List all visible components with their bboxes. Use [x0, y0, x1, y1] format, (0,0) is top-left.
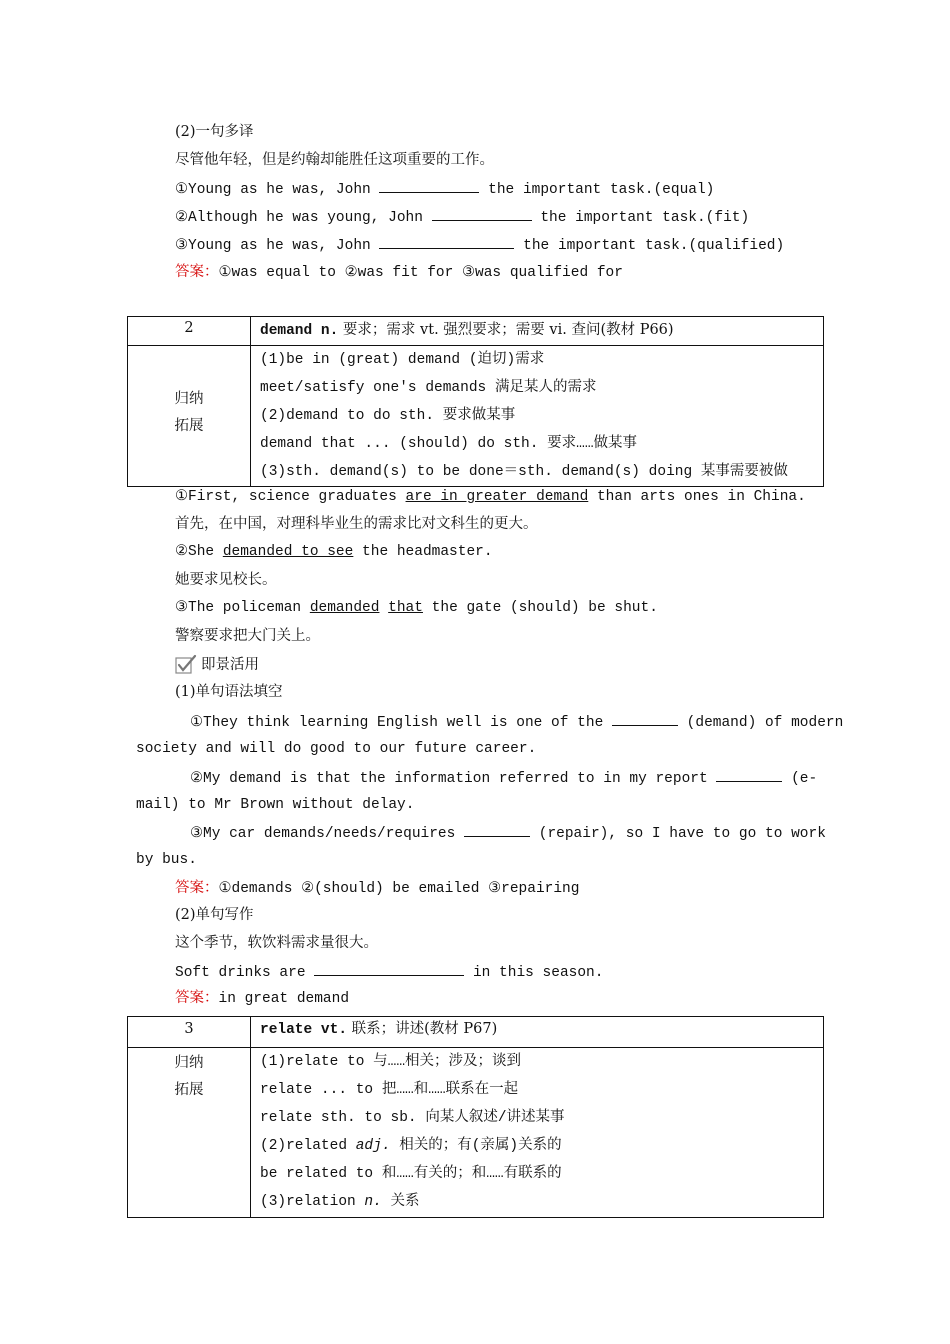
question-2 [190, 767, 817, 789]
translation-sentence-1 [175, 178, 714, 200]
example-text: than arts ones in China. [588, 489, 806, 505]
answer-line-3 [175, 988, 349, 1009]
example-highlight: that [388, 600, 423, 616]
question-text: Soft drinks are [175, 965, 306, 981]
headword-cell [251, 317, 824, 346]
sentence-2-start: ②Although he was young, John [175, 210, 423, 226]
example-2-translation: 她要求见校长。 [175, 572, 277, 588]
usage-line: (2)demand to do sth. 要求做某事 [260, 408, 516, 424]
question-text: (e- [791, 771, 818, 787]
example-1-translation: 首先，在中国，对理科毕业生的需求比对文科生的更大。 [175, 516, 538, 532]
practice-sub-1: (1)单句语法填空 [175, 684, 283, 700]
answer-blank[interactable] [379, 234, 514, 249]
label-expand: 拓展 [174, 1082, 204, 1098]
usage-cell [251, 1048, 824, 1218]
sentence-3-end: the important task.(qualified) [523, 238, 785, 254]
answer-line-1 [175, 262, 623, 283]
question-text: ③My car demands/needs/requires [190, 826, 456, 842]
usage-line: (1)relate to 与……相关；涉及；谈到 [260, 1054, 522, 1070]
headword: relate vt. [260, 1022, 348, 1038]
usage-text: (3)relation [260, 1194, 365, 1210]
answer-line-2 [175, 878, 579, 899]
question-text: ①They think learning English well is one of the [190, 715, 604, 731]
table-number-cell [128, 317, 251, 346]
example-text [379, 600, 388, 616]
writing-sentence [175, 961, 603, 983]
usage-text: 关系 [381, 1194, 420, 1210]
translation-prompt: 尽管他年轻，但是约翰却能胜任这项重要的工作。 [175, 152, 494, 168]
answer-label: 答案： [175, 264, 219, 280]
answer-blank[interactable] [314, 961, 464, 976]
headword-definition: 联系；讲述(教材 P67) [347, 1021, 498, 1037]
entry-number: 2 [184, 320, 194, 336]
example-highlight: demanded [309, 600, 380, 616]
usage-line: be related to 和……有关的；和……有联系的 [260, 1166, 562, 1182]
example-1 [175, 487, 806, 507]
part-of-speech: adj. [355, 1138, 391, 1154]
vocab-table-demand [127, 316, 824, 487]
question-3 [190, 822, 826, 844]
headword: demand n. [260, 323, 339, 339]
example-text: ③The policeman [175, 600, 310, 616]
sentence-3-start: ③Young as he was, John [175, 238, 371, 254]
example-highlight: are in greater demand [405, 489, 589, 505]
usage-line: (3)sth. demand(s) to be done＝sth. demand(s) doing 某事需要被做 [260, 464, 788, 480]
example-2 [175, 542, 493, 562]
question-text: (demand) of modern [686, 715, 844, 731]
usage-cell [251, 346, 824, 487]
example-highlight: demanded to see [222, 544, 354, 560]
table-number-cell [128, 1017, 251, 1048]
label-expand: 拓展 [174, 418, 204, 434]
answer-blank[interactable] [379, 178, 479, 193]
label-summarize: 归纳 [174, 391, 204, 407]
answer-text: ①was equal to ②was fit for ③was qualified for [218, 265, 623, 281]
headword-cell [251, 1017, 824, 1048]
practice-sub-2: (2)单句写作 [175, 907, 254, 923]
sentence-1-start: ①Young as he was, John [175, 182, 371, 198]
question-1-cont: society and will do good to our future career. [136, 741, 537, 757]
label-summarize: 归纳 [174, 1055, 204, 1071]
answer-blank[interactable] [464, 822, 530, 837]
vocab-table-relate [127, 1016, 824, 1218]
question-text: (repair), so I have to go to work [538, 826, 826, 842]
example-3-translation: 警察要求把大门关上。 [175, 628, 320, 644]
answer-label: 答案： [175, 990, 219, 1006]
example-text: the headmaster. [353, 544, 493, 560]
answer-text: ①demands ②(should) be emailed ③repairing [218, 881, 580, 897]
usage-line: relate ... to 把……和……联系在一起 [260, 1082, 519, 1098]
answer-label: 答案： [175, 880, 219, 896]
usage-text: 相关的；有(亲属)关系的 [390, 1138, 562, 1154]
example-3 [175, 598, 658, 618]
usage-line [260, 1188, 823, 1216]
question-1 [190, 711, 843, 733]
answer-blank[interactable] [432, 206, 532, 221]
usage-text: (2)related [260, 1138, 356, 1154]
translation-sentence-2 [175, 206, 749, 228]
label-cell [128, 346, 251, 487]
check-pencil-icon [175, 654, 197, 674]
example-text: ①First, science graduates [175, 489, 406, 505]
question-3-cont: by bus. [136, 852, 197, 868]
sentence-2-end: the important task.(fit) [540, 210, 750, 226]
entry-number: 3 [184, 1021, 194, 1037]
answer-text: in great demand [218, 991, 350, 1007]
answer-blank[interactable] [612, 711, 678, 726]
question-2-cont: mail) to Mr Brown without delay. [136, 797, 415, 813]
usage-line: (1)be in (great) demand (迫切)需求 [260, 352, 545, 368]
example-text: ②She [175, 544, 223, 560]
sentence-1-end: the important task.(equal) [488, 182, 715, 198]
question-text: in this season. [472, 965, 604, 981]
writing-prompt: 这个季节，软饮料需求量很大。 [175, 935, 378, 951]
usage-line: relate sth. to sb. 向某人叙述/讲述某事 [260, 1110, 565, 1126]
usage-line: demand that ... (should) do sth. 要求……做某事 [260, 436, 638, 452]
practice-heading [175, 654, 259, 675]
example-text: the gate (should) be shut. [422, 600, 658, 616]
question-text: ②My demand is that the information referred to in my report [190, 771, 708, 787]
part-of-speech: n. [364, 1194, 382, 1210]
answer-blank[interactable] [716, 767, 782, 782]
label-cell [128, 1048, 251, 1218]
translation-sentence-3 [175, 234, 784, 256]
practice-title: 即景活用 [201, 657, 259, 673]
section-heading-multi-translation: (2)一句多译 [175, 124, 254, 140]
headword-definition: 要求；需求 vt. 强烈要求；需要 vi. 查问(教材 P66) [338, 322, 674, 338]
usage-line [260, 1132, 823, 1160]
usage-line: meet/satisfy one's demands 满足某人的需求 [260, 380, 597, 396]
